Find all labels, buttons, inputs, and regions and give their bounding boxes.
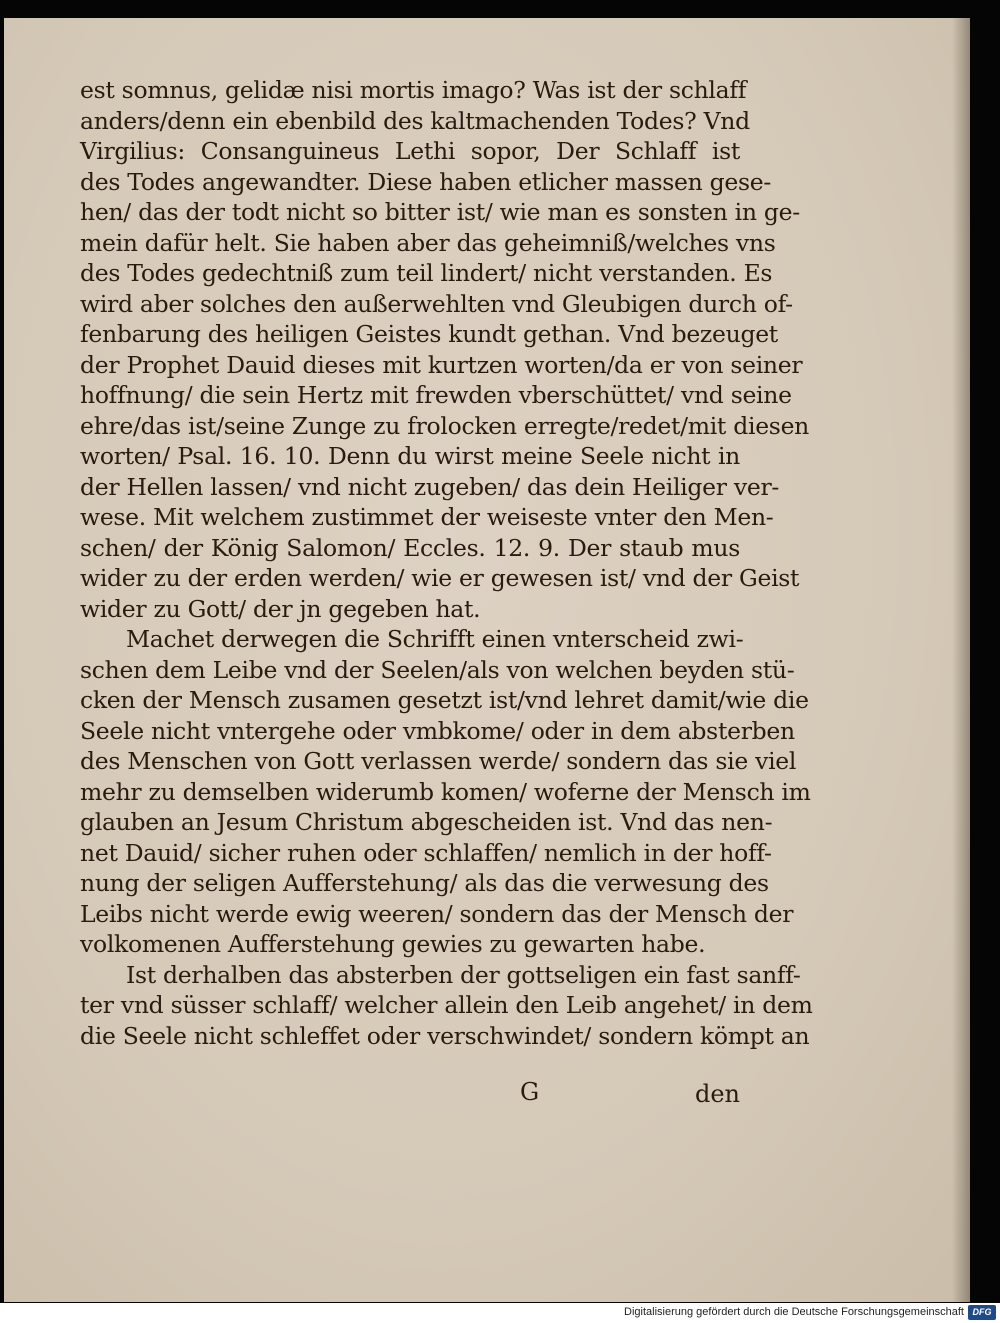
text-line: hoffnung/ die sein Hertz mit frewden vberschüttet/ vnd seine — [80, 381, 792, 409]
text-line: der Prophet Dauid dieses mit kurtzen worten/da er von seiner — [80, 350, 803, 379]
text-line: wider zu der erden werden/ wie er gewesen ist/ vnd der Geist — [80, 564, 800, 592]
text-line: glauben an Jesum Christum abgescheiden ist. Vnd das nen- — [80, 808, 773, 836]
book-page — [4, 18, 970, 1302]
text-line: Leibs nicht werde ewig weeren/ sondern das der Mensch der — [80, 899, 794, 928]
text-line: des Todes angewandter. Diese haben etlicher massen gese- — [80, 167, 771, 196]
text-line: Machet derwegen die Schrifft einen vnterscheid zwi- — [126, 625, 744, 653]
digitization-credit-bar — [0, 1303, 1000, 1323]
text-line: net Dauid/ sicher ruhen oder schlaffen/ nemlich in der hoff- — [80, 838, 772, 867]
signature-mark: G — [520, 1078, 540, 1106]
text-line: wese. Mit welchem zustimmet der weiseste vnter den Men- — [80, 503, 774, 531]
dfg-logo: DFG — [968, 1305, 996, 1320]
body-text — [80, 75, 813, 1051]
text-line: der Hellen lassen/ vnd nicht zugeben/ das dein Heiliger ver- — [80, 472, 780, 501]
text-line: cken der Mensch zusamen gesetzt ist/vnd lehret damit/wie die — [80, 686, 809, 714]
text-line: nung der seligen Aufferstehung/ als das die verwesung des — [80, 869, 769, 897]
text-line: schen/ der König Salomon/ Eccles. 12. 9. Der staub mus — [80, 533, 740, 562]
text-line: des Todes gedechtniß zum teil lindert/ nicht verstanden. Es — [80, 259, 773, 287]
text-line: worten/ Psal. 16. 10. Denn du wirst meine Seele nicht in — [80, 442, 740, 470]
text-line: Ist derhalben das absterben der gottseligen ein fast sanff- — [126, 960, 801, 989]
text-line: volkomenen Aufferstehung gewies zu gewarten habe. — [80, 930, 706, 958]
text-line: ehre/das ist/seine Zunge zu frolocken erregte/redet/mit diesen — [80, 411, 810, 440]
text-line: mein dafür helt. Sie haben aber das geheimniß/welches vns — [80, 228, 776, 257]
text-line: anders/denn ein ebenbild des kaltmachenden Todes? Vnd — [80, 106, 750, 135]
text-line: Seele nicht vntergehe oder vmbkome/ oder in dem absterben — [80, 716, 795, 745]
text-line: wird aber solches den außerwehlten vnd Gleubigen durch of- — [80, 289, 793, 318]
catchword: den — [694, 1080, 740, 1108]
credit-text: Digitalisierung gefördert durch die Deutsche Forschungsgemeinschaft — [624, 1306, 964, 1318]
text-line: wider zu Gott/ der jn gegeben hat. — [80, 594, 481, 623]
text-line: des Menschen von Gott verlassen werde/ sondern das sie viel — [80, 747, 797, 775]
gutter-shadow — [952, 18, 970, 1302]
text-line: hen/ das der todt nicht so bitter ist/ wie man es sonsten in ge- — [80, 198, 800, 226]
page-footer — [80, 1078, 740, 1112]
text-line: est somnus, gelidæ nisi mortis imago? Was ist der schlaff — [80, 76, 747, 104]
text-line: die Seele nicht schleffet oder verschwindet/ sondern kömpt an — [80, 1021, 810, 1050]
text-line: fenbarung des heiligen Geistes kundt gethan. Vnd bezeuget — [80, 320, 778, 348]
text-line: ter vnd süsser schlaff/ welcher allein den Leib angehet/ in dem — [80, 991, 813, 1019]
text-line: schen dem Leibe vnd der Seelen/als von welchen beyden stü- — [80, 655, 795, 684]
text-line: Virgilius: Consanguineus Lethi sopor, Der Schlaff ist — [80, 137, 740, 165]
text-line: mehr zu demselben widerumb komen/ woferne der Mensch im — [80, 777, 811, 806]
